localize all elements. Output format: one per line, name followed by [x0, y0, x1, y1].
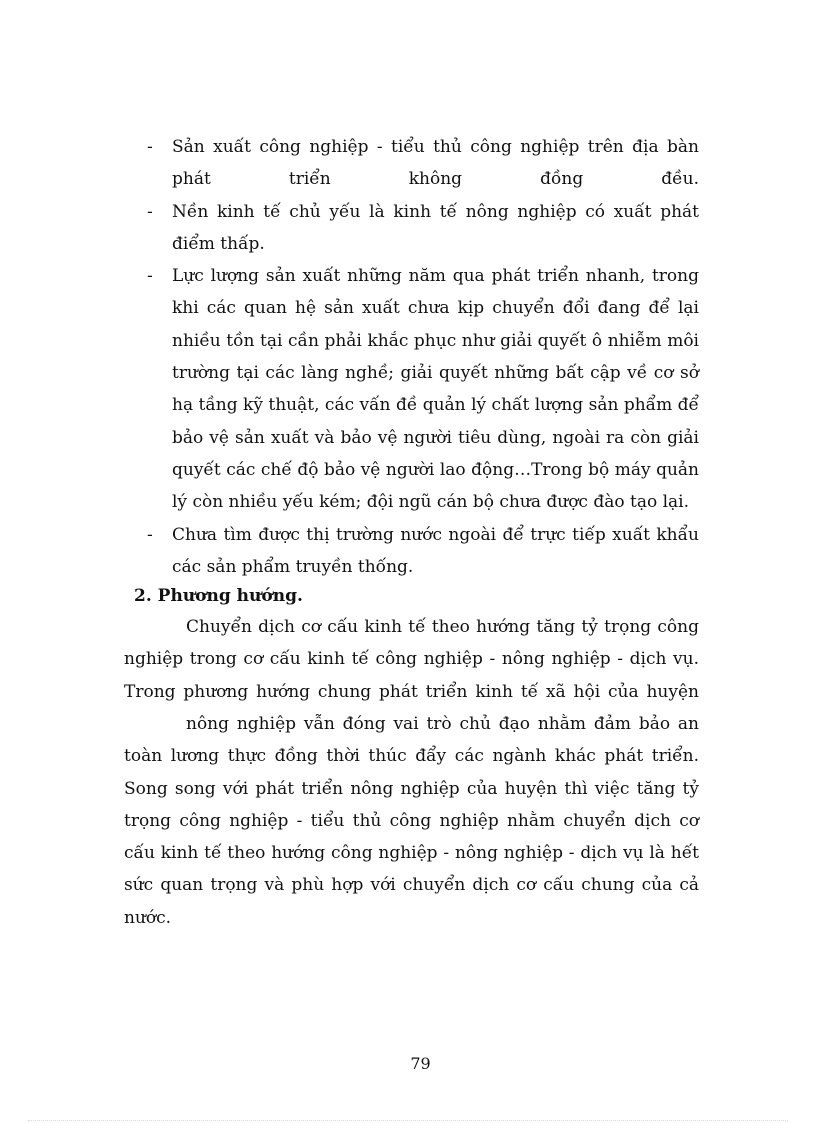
- bullet-dash: -: [147, 201, 153, 222]
- list-item: [147, 260, 699, 518]
- page-number: 79: [410, 1054, 431, 1073]
- list-item: [147, 196, 699, 261]
- list-item: [147, 519, 699, 584]
- list-item: [147, 131, 699, 196]
- list-item-text: Lực lượng sản xuất những năm qua phát triển nhanh, trong khi các quan hệ sản xuất chưa kịp chuyển đổi đang để lại nhiều tồn tại cần phải khắc phục như giải quyết ô nhiễm môi trường tại các làng nghề; giải quyết những bất cập về cơ sở hạ tầng kỹ thuật, các vấn đề quản lý chất lượng sản phẩm để bảo vệ sản xuất và bảo vệ người tiêu dùng, ngoài ra còn giải quyết các chế độ bảo vệ người lao động…Trong bộ máy quản lý còn nhiều yếu kém; đội ngũ cán bộ chưa được đào tạo lại.: [172, 266, 699, 513]
- footer-divider: [28, 1120, 788, 1121]
- bullet-dash: -: [147, 266, 153, 287]
- list-item-text: Sản xuất công nghiệp - tiểu thủ công nghiệp trên địa bàn phát triển không đồng đều.: [172, 137, 699, 190]
- list-item-text: Chưa tìm được thị trường nước ngoài để trực tiếp xuất khẩu các sản phẩm truyền thống.: [172, 524, 699, 577]
- body-paragraph: nông nghiệp vẫn đóng vai trò chủ đạo nhằm đảm bảo an toàn lương thực đồng thời thúc đẩy các ngành khác phát triển. Song song với phát triển nông nghiệp của huyện thì việc tăng tỷ trọng công nghiệp - tiểu thủ công nghiệp nhằm chuyển dịch cơ cấu kinh tế theo hướng công nghiệp - nông nghiệp - dịch vụ là hết sức quan trọng và phù hợp với chuyển dịch cơ cấu chung của cả nước.: [124, 714, 699, 928]
- section-heading: 2. Phương hướng.: [134, 586, 303, 606]
- body-paragraph: Chuyển dịch cơ cấu kinh tế theo hướng tăng tỷ trọng công nghiệp trong cơ cấu kinh tế công nghiệp - nông nghiệp - dịch vụ. Trong phương hướng chung phát triển kinh tế xã hội của huyện: [124, 617, 699, 702]
- issues-list: [147, 131, 699, 583]
- bullet-dash: -: [147, 524, 153, 545]
- list-item-text: Nền kinh tế chủ yếu là kinh tế nông nghiệp có xuất phát điểm thấp.: [172, 201, 699, 254]
- bullet-dash: -: [147, 137, 153, 157]
